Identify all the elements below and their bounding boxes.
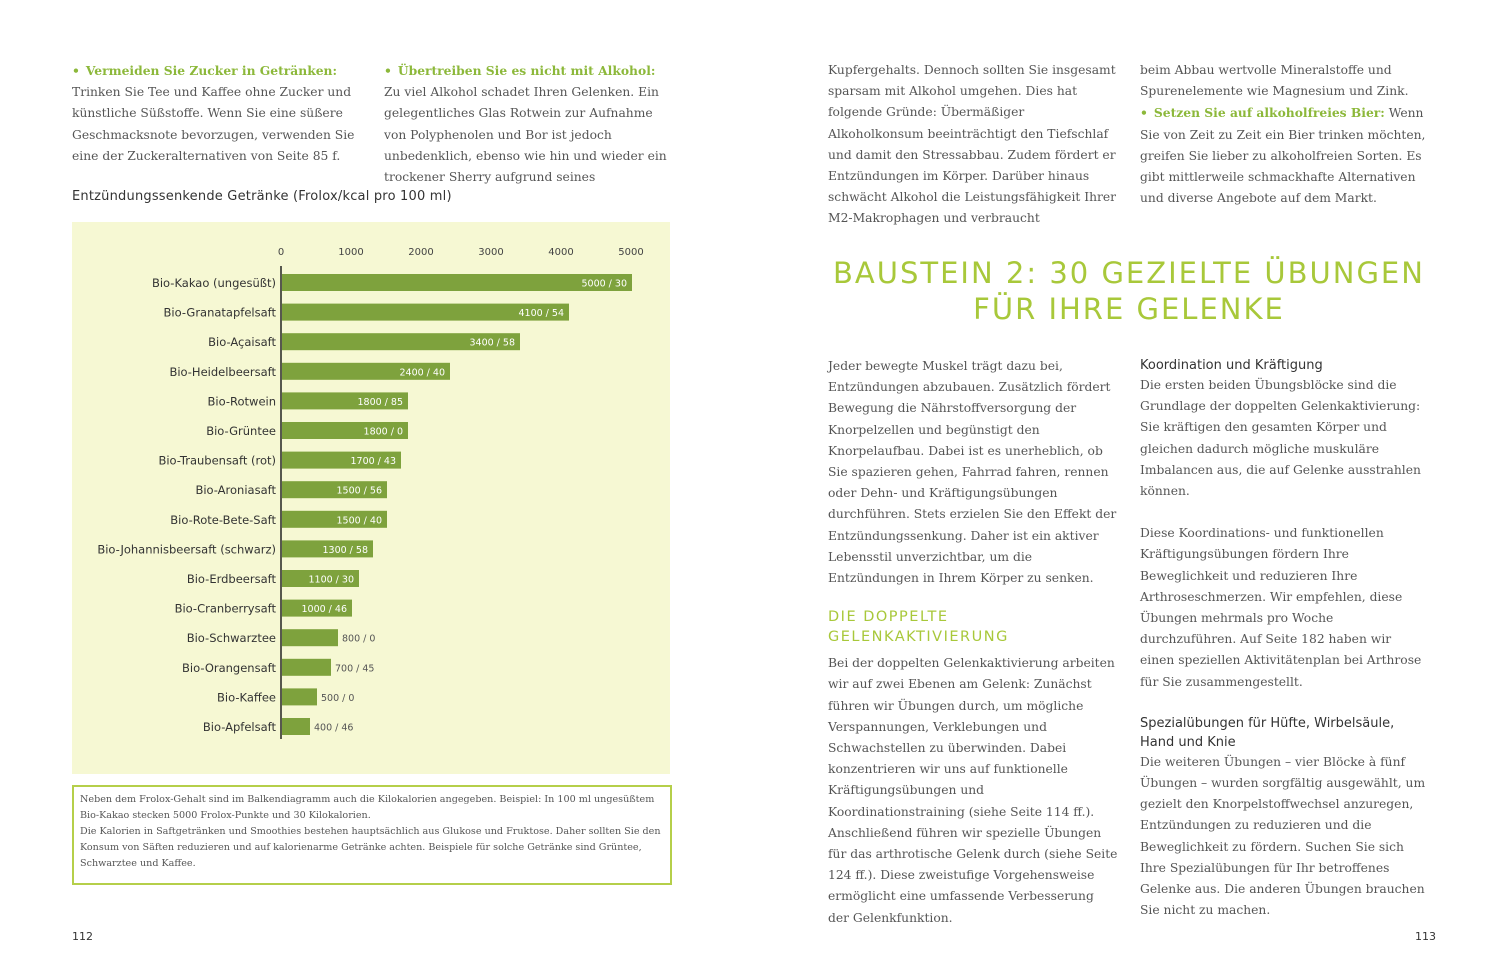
bar bbox=[282, 718, 310, 735]
category-label: Bio-Rotwein bbox=[207, 394, 276, 409]
tip-text: Trinken Sie Tee und Kaffee ohne Zucker und künstliche Süßstoffe. Wenn Sie eine süßere Geschmacksnote bevorzugen, verwenden Sie eine der Zuckeralternativen von Seite 85 f. bbox=[72, 85, 355, 163]
minerals-text: beim Abbau wertvolle Mineralstoffe und Spurenelemente wie Magnesium und Zink. bbox=[1140, 63, 1409, 99]
data-label: 3400 / 58 bbox=[469, 337, 515, 349]
tip-lead: Setzen Sie auf alkoholfreies Bier: bbox=[1153, 105, 1385, 121]
category-label: Bio-Granatapfelsaft bbox=[163, 305, 276, 320]
left-col-2 bbox=[384, 60, 672, 188]
bar-chart bbox=[72, 222, 670, 774]
section-title-line-2: FÜR IHRE GELENKE bbox=[973, 292, 1285, 326]
category-label: Bio-Aroniasaft bbox=[195, 483, 276, 498]
data-label: 700 / 45 bbox=[335, 663, 375, 675]
activation-paragraph: Bei der doppelten Gelenkaktivierung arbeiten wir auf zwei Ebenen am Gelenk: Zunächst führen wir Übungen durch, um mögliche Verspannungen, Verklebungen und Schwachstellen zu überwinden. Dabei konzentrieren wir uns auf funktionelle Kräftigungsübungen und Koordinationstraining (siehe Seite 114 ff.). Anschließend führen wir spezielle Übungen für das arthrotische Gelenk durch (siehe Seite 124 ff.). Diese zweistufige Vorgehensweise ermöglicht eine umfassende Verbesserung der Gelenkfunktion. bbox=[828, 656, 1118, 925]
right-col-2 bbox=[1140, 356, 1428, 921]
category-label: Bio-Schwarztee bbox=[186, 631, 276, 646]
data-label: 1800 / 85 bbox=[357, 396, 403, 408]
heading-coordination: Koordination und Kräftigung bbox=[1140, 358, 1323, 373]
chart-title: Entzündungssenkende Getränke (Frolox/kcal pro 100 ml) bbox=[72, 189, 452, 204]
special-paragraph: Die weiteren Übungen – vier Blöcke à fünf Übungen – wurden sorgfältig ausgewählt, um gezielt den Knorpelstoffwechsel anzuregen, Entzündungen zu reduzieren und die Beweglichkeit zu fördern. Suchen Sie sich Ihre Spezialübungen für Ihr betroffenes Gelenke aus. Die anderen Übungen brauchen Sie nicht zu machen. bbox=[1140, 754, 1426, 918]
heading-special-line-1: Spezialübungen für Hüfte, Wirbelsäule, bbox=[1140, 715, 1395, 731]
data-label: 400 / 46 bbox=[314, 722, 354, 734]
data-label: 4100 / 54 bbox=[518, 308, 564, 320]
coordination-paragraph: Die ersten beiden Übungsblöcke sind die Grundlage der doppelten Gelenkaktivierung: Sie kräftigen den gesamten Körper und gleichen dadurch mögliche muskuläre Imbalancen aus, die auf Gelenke ausstrahlen können. bbox=[1140, 378, 1421, 499]
category-label: Bio-Kakao (ungesüßt) bbox=[151, 276, 276, 290]
section-title-line-1: BAUSTEIN 2: 30 GEZIELTE ÜBUNGEN bbox=[833, 256, 1425, 290]
data-label: 1800 / 0 bbox=[363, 426, 403, 438]
alcohol-continued: Kupfergehalts. Dennoch sollten Sie insgesamt sparsam mit Alkohol umgehen. Dies hat folgende Gründe: Übermäßiger Alkoholkonsum beeinträchtigt den Tiefschlaf und damit den Stressabbau. Zudem fördert er Entzündungen im Körper. Darüber hinaus schwächt Alkohol die Leistungsfähigkeit Ihrer M2-Makrophagen und verbraucht bbox=[828, 63, 1117, 226]
chart-note-box bbox=[72, 785, 672, 885]
subsection-title-line-2: GELENKAKTIVIERUNG bbox=[828, 629, 1009, 646]
bar bbox=[282, 688, 317, 705]
data-label: 1300 / 58 bbox=[322, 544, 368, 556]
beer-tip bbox=[1140, 102, 1428, 209]
data-label: 1500 / 40 bbox=[336, 515, 382, 527]
bullet-icon: • bbox=[1140, 105, 1148, 121]
tip-lead: Vermeiden Sie Zucker in Getränken: bbox=[85, 63, 338, 78]
category-label: Bio-Grüntee bbox=[206, 424, 276, 438]
category-label: Bio-Apfelsaft bbox=[202, 720, 276, 734]
bar bbox=[282, 629, 338, 646]
bar bbox=[282, 659, 331, 676]
bar bbox=[282, 274, 632, 291]
category-label: Bio-Orangensaft bbox=[182, 660, 276, 675]
data-label: 1100 / 30 bbox=[308, 574, 354, 586]
alcohol-tip bbox=[384, 60, 672, 188]
intro-paragraph: Jeder bewegte Muskel trägt dazu bei, Entzündungen abzubauen. Zusätzlich fördert Bewegung die Nährstoffversorgung der Knorpelzellen und begünstigt den Knorpelaufbau. Dabei ist es unerheblich, ob Sie spazieren gehen, Fahrrad fahren, rennen oder Dehn- und Kräftigungsübungen durchführen. Stets erzielen Sie den Effekt der Entzündungssenkung. Daher ist ein aktiver Lebensstil unverzichtbar, um die Entzündungen in Ihrem Körper zu senken. bbox=[828, 359, 1117, 586]
note-paragraph-1: Neben dem Frolox-Gehalt sind im Balkendiagramm auch die Kilokalorien angegeben. Beispiel: In 100 ml ungesüßtem Bio-Kakao stecken 5000 Frolox-Punkte und 30 Kilokalorien. bbox=[80, 794, 655, 821]
x-tick-label: 4000 bbox=[548, 247, 574, 258]
heading-special bbox=[1140, 714, 1428, 752]
category-label: Bio-Heidelbeersaft bbox=[169, 364, 276, 379]
page-number-right: 113 bbox=[1415, 930, 1436, 943]
right-top-col-1 bbox=[828, 60, 1118, 230]
tip-lead: Übertreiben Sie es nicht mit Alkohol: bbox=[397, 63, 656, 78]
data-label: 5000 / 30 bbox=[581, 278, 627, 290]
data-label: 500 / 0 bbox=[321, 692, 355, 704]
category-label: Bio-Kaffee bbox=[217, 690, 276, 705]
category-label: Bio-Johannisbeersaft (schwarz) bbox=[97, 542, 276, 557]
right-col-1 bbox=[828, 356, 1118, 929]
subsection-title-line-1: DIE DOPPELTE bbox=[828, 609, 949, 626]
data-label: 1500 / 56 bbox=[336, 485, 382, 497]
category-label: Bio-Rote-Bete-Saft bbox=[170, 512, 276, 527]
data-label: 1000 / 46 bbox=[301, 604, 347, 616]
x-tick-label: 3000 bbox=[478, 247, 504, 258]
right-top-col-2 bbox=[1140, 60, 1428, 209]
data-label: 2400 / 40 bbox=[399, 367, 445, 379]
page-number-left: 112 bbox=[72, 930, 93, 943]
bullet-icon: • bbox=[384, 63, 392, 78]
heading-special-line-2: Hand und Knie bbox=[1140, 734, 1236, 750]
x-tick-label: 2000 bbox=[408, 247, 434, 258]
x-tick-label: 0 bbox=[277, 247, 285, 258]
category-label: Bio-Erdbeersaft bbox=[186, 572, 276, 586]
tip-text: Wenn Sie von Zeit zu Zeit ein Bier trinken möchten, greifen Sie lieber zu alkoholfreien Sorten. Es gibt mittlerweile schmackhafte Alternativen und diverse Angebote auf dem Markt. bbox=[1140, 106, 1426, 206]
category-label: Bio-Traubensaft (rot) bbox=[158, 453, 276, 468]
category-label: Bio-Açaisaft bbox=[208, 335, 276, 350]
data-label: 800 / 0 bbox=[342, 633, 376, 645]
sugar-tip bbox=[72, 60, 360, 167]
tip-text: Zu viel Alkohol schadet Ihren Gelenken. Ein gelegentliches Glas Rotwein zur Aufnahme von Polyphenolen und Bor ist jedoch unbedenklich, ebenso wie hin und wieder ein trockener Sherry aufgrund seines bbox=[384, 85, 667, 185]
exercises-paragraph: Diese Koordinations- und funktionellen Kräftigungsübungen fördern Ihre Beweglichkeit und reduzieren Ihre Arthroseschmerzen. Wir empfehlen, diese Übungen mehrmals pro Woche durchzuführen. Auf Seite 182 haben wir einen speziellen Aktivitätenplan bei Arthrose für Sie zusammengestellt. bbox=[1140, 526, 1422, 689]
bullet-icon: • bbox=[72, 63, 80, 78]
data-label: 1700 / 43 bbox=[350, 456, 396, 468]
left-col-1 bbox=[72, 60, 360, 167]
category-label: Bio-Cranberrysaft bbox=[174, 601, 276, 616]
x-tick-label: 5000 bbox=[618, 247, 644, 258]
note-paragraph-2: Die Kalorien in Saftgetränken und Smoothies bestehen hauptsächlich aus Glukose und Fruktose. Daher sollten Sie den Konsum von Säften reduzieren und auf kalorienarme Getränke achten. Beispiele für solche Getränke sind Grüntee, Schwarztee und Kaffee. bbox=[80, 826, 661, 869]
subsection-title bbox=[828, 607, 1118, 647]
section-title bbox=[800, 255, 1458, 327]
x-tick-label: 1000 bbox=[338, 247, 364, 258]
